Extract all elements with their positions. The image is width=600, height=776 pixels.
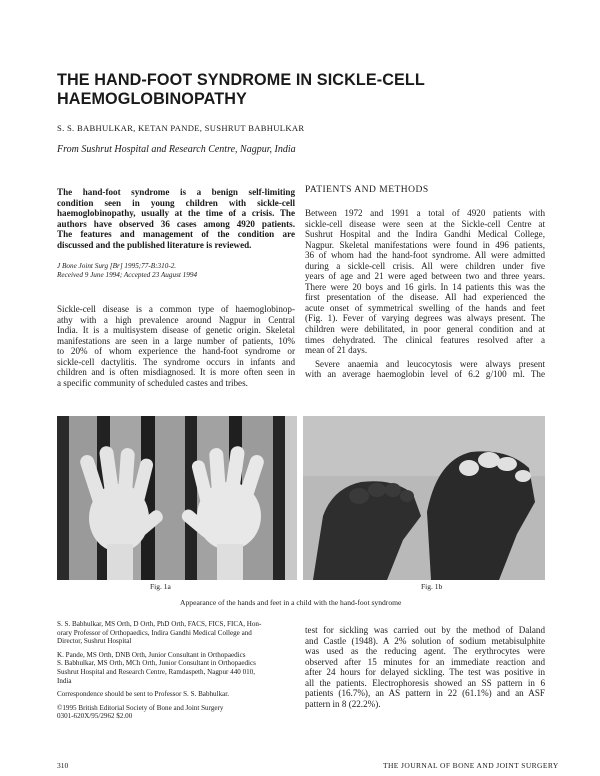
methods-line: times dehydrated. The clinical features resolved after a (305, 334, 545, 345)
abstract-line: haemoglobinopathy, usually at the time of a crisis. The (57, 208, 295, 219)
intro-line: athy with a high prevalence around Nagpur in Central (57, 314, 295, 325)
intro-line: manifestations are seen in a large number of patients, 10% (57, 335, 295, 346)
methods-line: Between 1972 and 1991 a total of 4920 patients with (305, 208, 545, 218)
article-title (57, 71, 557, 109)
methods-line: with an average haemoglobin level of 6.2 g/100 ml. The (305, 369, 545, 380)
methods-line: acute onset of symmetrical swelling of the hands and feet (305, 302, 545, 313)
footnote-line: Director, Sushrut Hospital (57, 637, 132, 646)
citation (57, 262, 197, 280)
methods-line: during a sickle-cell crisis. All were children under five (305, 260, 545, 271)
methods-line: There were 20 boys and 16 girls. In 14 patients this was the (305, 281, 545, 292)
methods-line: Severe anaemia and leucocytosis were always present (315, 358, 545, 369)
affiliation: From Sushrut Hospital and Research Centre, Nagpur, India (57, 144, 296, 155)
page-number: 310 (57, 761, 69, 770)
methods-line: years of age and 21 were aged between two and three years. (305, 271, 545, 282)
title-line: THE HAND-FOOT SYNDROME IN SICKLE-CELL (57, 71, 425, 89)
methods-text (305, 208, 545, 380)
results-line: patients (16.7%), an AS pattern in 22 (61.1%) and an ASF (305, 688, 545, 699)
figure-hands-photo (57, 416, 297, 580)
methods-line: first presentation of the disease. All had experienced the (305, 292, 545, 303)
abstract (57, 187, 295, 250)
results-line: pattern in 8 (22.2%). (305, 698, 381, 709)
intro-line: to 20% of whom experience the hand-foot syndrome or (57, 346, 295, 357)
methods-line: 36 of whom had the hand-foot syndrome. All were admitted (305, 250, 545, 261)
intro-line: a specific community of scheduled castes and tribes. (57, 377, 248, 388)
footnotes (57, 620, 297, 721)
figure-caption: Appearance of the hands and feet in a child with the hand-foot syndrome (180, 598, 402, 607)
footnote-line: orary Professor of Orthopaedics, Indira Gandhi Medical College and (57, 628, 252, 637)
methods-line: children were debilitated, in poor general condition and at (305, 324, 545, 335)
copyright-line: 0301-620X/95/2962 $2.00 (57, 712, 133, 721)
methods-line: sickle-cell disease were seen at the Sickle-cell Centre at (305, 218, 545, 229)
results-text (305, 625, 545, 709)
section-heading: PATIENTS AND METHODS (305, 185, 429, 195)
abstract-line: discussed and the published literature is reviewed. (57, 239, 252, 250)
abstract-line: The features and management of the condition are (57, 229, 295, 240)
citation-line: J Bone Joint Surg [Br] 1995;77-B:310-2. (57, 262, 177, 270)
footnote-line: K. Pande, MS Orth, DNB Orth, Junior Consultant in Orthopaedics (57, 650, 246, 659)
abstract-line: authors have observed 36 cases among 4920 patients. (57, 218, 295, 229)
intro-line: children and is often misdiagnosed. It is more often seen in (57, 367, 295, 378)
introduction (57, 304, 295, 388)
author-list: S. S. BABHULKAR, KETAN PANDE, SUSHRUT BABHULKAR (57, 123, 305, 133)
results-line: and Castle (1948). A 2% solution of sodium metabisulphite (305, 635, 545, 646)
figure-feet-photo (303, 416, 545, 580)
results-line: observed after 15 minutes for an immediate reaction and (305, 656, 545, 667)
intro-line: sickle-cell dactylitis. The syndrome occurs in infants and (57, 356, 295, 367)
methods-line: Sushrut Hospital and the Indira Gandhi Medical College, (305, 229, 545, 240)
footnote-line: S. Babhulkar, MS Orth, MCh Orth, Junior Consultant in Orthopaedics (57, 659, 256, 668)
journal-running-footer: THE JOURNAL OF BONE AND JOINT SURGERY (383, 761, 559, 770)
methods-line: (Fig. 1). Fever of varying degrees was always present. The (305, 313, 545, 324)
title-line: HAEMOGLOBINOPATHY (57, 90, 247, 108)
results-line: after 24 hours for delayed sickling. The test was positive in (305, 667, 545, 678)
hands-illustration (57, 416, 297, 580)
results-line: all the patients. Electrophoresis showed an SS pattern in 6 (305, 677, 545, 688)
intro-line: Sickle-cell disease is a common type of haemoglobinop- (57, 304, 295, 314)
correspondence-line: Correspondence should be sent to Professor S. S. Babhulkar. (57, 690, 230, 699)
received-line: Received 9 June 1994; Accepted 23 August 1994 (57, 271, 198, 279)
feet-illustration (303, 416, 545, 580)
copyright-line: ©1995 British Editorial Society of Bone and Joint Surgery (57, 703, 224, 712)
results-line: test for sickling was carried out by the method of Daland (305, 625, 545, 635)
figure-label-1b: Fig. 1b (421, 582, 443, 591)
footnote-line: S. S. Babhulkar, MS Orth, D Orth, PhD Orth, FACS, FICS, FICA, Hon- (57, 620, 262, 628)
footnote-line: Sushrut Hospital and Research Centre, Ramdaspeth, Nagpur 440 010, (57, 667, 255, 676)
methods-line: Nagpur. Skeletal manifestations were found in 496 patients, (305, 239, 545, 250)
abstract-line: The hand-foot syndrome is a benign self-limiting (57, 187, 295, 197)
footnote-line: India (57, 676, 72, 685)
figure-label-1a: Fig. 1a (150, 582, 171, 591)
intro-line: India. It is a multisystem disease of genetic origin. Skeletal (57, 325, 295, 336)
abstract-line: condition seen in young children with sickle-cell (57, 197, 295, 208)
results-line: was used as the reducing agent. The erythrocytes were (305, 646, 545, 657)
methods-line: mean of 21 days. (305, 345, 368, 356)
